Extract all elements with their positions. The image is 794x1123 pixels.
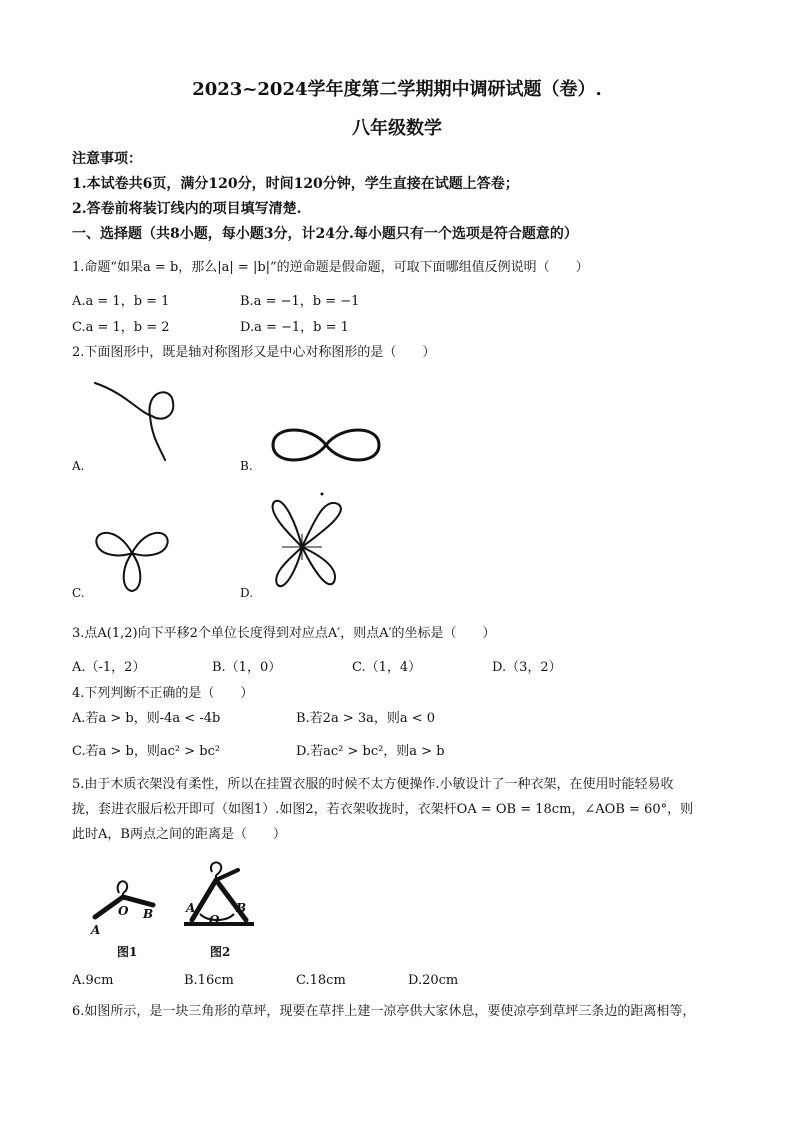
question-2: 2.下面图形中，既是轴对称图形又是中心对称图形的是（ ） <box>72 345 436 360</box>
q4-option-c: C.若a > b，则ac² > bc² <box>72 744 221 759</box>
q1-option-b: B.a = −1，b = −1 <box>240 294 360 309</box>
q2-figure-a <box>80 368 200 468</box>
q3-option-c: C.（1，4） <box>352 660 422 675</box>
fig2-caption: 图2 <box>210 945 231 959</box>
q2-label-d: D. <box>240 586 254 600</box>
exam-title: 2023~2024学年度第二学期期中调研试题（卷）. <box>192 79 602 100</box>
fig1-caption: 图1 <box>117 945 138 959</box>
q2-label-c: C. <box>72 586 85 600</box>
q5-option-a: A.9cm <box>72 973 114 988</box>
note-item: 2.答卷前将装订线内的项目填写清楚. <box>72 201 302 217</box>
question-3: 3.点A(1,2)向下平移2个单位长度得到对应点A′，则点A′的坐标是（ ） <box>72 626 496 641</box>
question-5-line-2: 拢，套进衣服后松开即可（如图1）.如图2，若衣架收拢时，衣架杆OA = OB = 18cm，∠AOB = 60°，则 <box>72 802 694 817</box>
fig1-point-b: B <box>143 907 154 921</box>
q5-option-b: B.16cm <box>184 973 234 988</box>
question-1: 1.命题“如果a = b，那么|a| = |b|”的逆命题是假命题，可取下面哪组值反例说明（ ） <box>72 260 589 275</box>
note-item: 1.本试卷共6页，满分120分，时间120分钟，学生直接在试题上答卷； <box>72 176 519 192</box>
q3-option-a: A.（-1，2） <box>72 660 146 675</box>
fig2-point-o: O <box>209 913 220 927</box>
q5-option-d: D.20cm <box>408 973 459 988</box>
fig2-point-b: B <box>236 901 247 915</box>
q2-label-a: A. <box>72 459 85 473</box>
q4-option-d: D.若ac² > bc²，则a > b <box>296 744 445 759</box>
q4-option-b: B.若2a > 3a，则a < 0 <box>296 711 436 726</box>
q2-figure-b <box>266 420 386 470</box>
section-title: 一、选择题（共8小题，每小题3分，计24分.每小题只有一个选项是符合题意的） <box>72 226 578 242</box>
q1-option-d: D.a = −1，b = 1 <box>240 320 349 335</box>
question-6: 6.如图所示，是一块三角形的草坪，现要在草拌上建一凉亭供大家休息，要使凉亭到草坪三条边的距离相等， <box>72 1004 696 1019</box>
question-4: 4.下列判断不正确的是（ ） <box>72 686 254 701</box>
fig1-point-a: A <box>91 923 101 937</box>
fig2-point-a: A <box>186 901 196 915</box>
q3-option-b: B.（1，0） <box>212 660 282 675</box>
exam-subtitle: 八年级数学 <box>352 118 442 139</box>
question-5-line-1: 5.由于木质衣架没有柔性，所以在挂置衣服的时候不太方便操作.小敏设计了一种衣架，在使用时能轻易收 <box>72 777 674 792</box>
q1-option-c: C.a = 1，b = 2 <box>72 320 170 335</box>
q4-option-a: A.若a > b，则-4a < -4b <box>72 711 221 726</box>
q5-option-c: C.18cm <box>296 973 346 988</box>
question-5-line-3: 此时A，B两点之间的距离是（ ） <box>72 827 286 842</box>
q3-option-d: D.（3，2） <box>492 660 562 675</box>
q2-figure-c <box>92 515 172 595</box>
q2-figure-d <box>262 492 352 597</box>
fig1-point-o: O <box>118 904 129 918</box>
q2-label-b: B. <box>240 459 253 473</box>
q1-option-a: A.a = 1，b = 1 <box>72 294 170 309</box>
notes-heading: 注意事项： <box>72 151 142 167</box>
